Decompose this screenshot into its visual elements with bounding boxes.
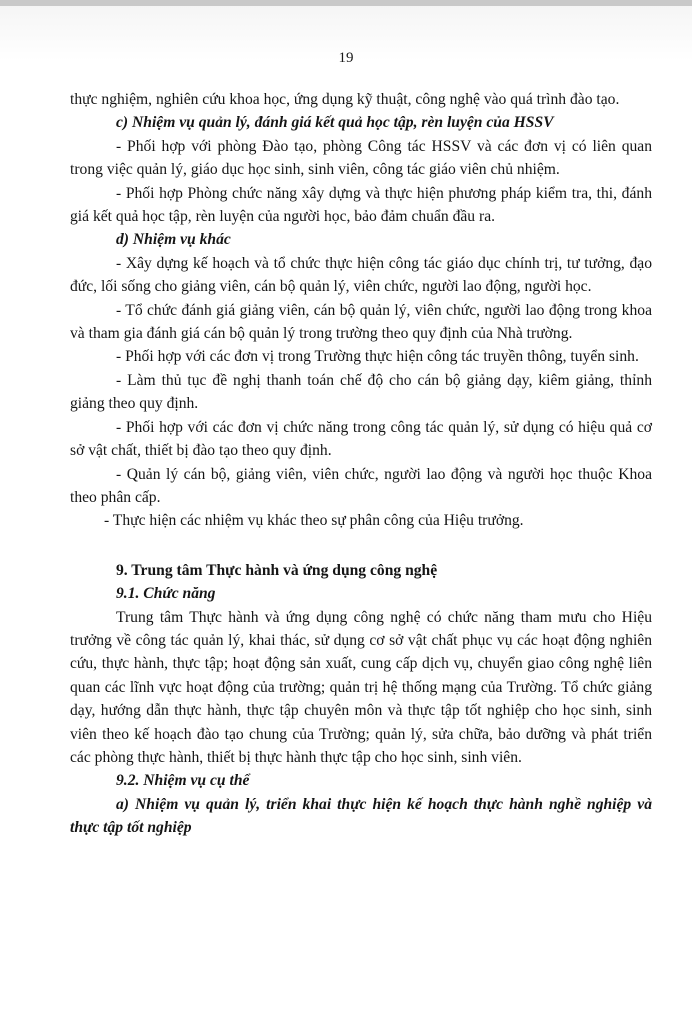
paragraph: - Tổ chức đánh giá giảng viên, cán bộ quản lý, viên chức, người lao động trong khoa và tham gia đánh giá cán bộ quản lý trong trường theo quy định của Nhà trường.: [70, 301, 652, 343]
section-heading: 9.1. Chức năng: [116, 585, 216, 603]
paragraph: - Quản lý cán bộ, giảng viên, viên chức, người lao động và người học thuộc Khoa theo phân cấp.: [70, 465, 652, 506]
chapter-heading: 9. Trung tâm Thực hành và ứng dụng công nghệ: [116, 561, 438, 579]
section-heading: c) Nhiệm vụ quản lý, đánh giá kết quả học tập, rèn luyện của HSSV: [116, 114, 554, 132]
section-heading: d) Nhiệm vụ khác: [116, 231, 231, 249]
paragraph: - Làm thủ tục đề nghị thanh toán chế độ cho cán bộ giảng dạy, kiêm giảng, thỉnh giảng theo quy định.: [70, 371, 652, 413]
paragraph: - Thực hiện các nhiệm vụ khác theo sự phân công của Hiệu trưởng.: [104, 512, 524, 530]
section-heading: a) Nhiệm vụ quản lý, triển khai thực hiện kế hoạch thực hành nghề nghiệp và thực tập tốt nghiệp: [70, 795, 652, 837]
paragraph: - Phối hợp Phòng chức năng xây dựng và thực hiện phương pháp kiểm tra, thi, đánh giá kết quả học tập, rèn luyện của người học, bảo đảm chuẩn đầu ra.: [70, 184, 652, 226]
paragraph: thực nghiệm, nghiên cứu khoa học, ứng dụng kỹ thuật, công nghệ vào quá trình đào tạo.: [70, 91, 620, 108]
paragraph: - Xây dựng kế hoạch và tổ chức thực hiện công tác giáo dục chính trị, tư tưởng, đạo đức, lối sống cho giảng viên, cán bộ quản lý, viên chức, người lao động, người học.: [70, 254, 652, 296]
top-edge: [0, 0, 692, 6]
document-body: [70, 88, 652, 840]
page-number: 19: [338, 50, 354, 66]
paragraph: - Phối hợp với phòng Đào tạo, phòng Công tác HSSV và các đơn vị có liên quan trong việc quản lý, giáo dục học sinh, sinh viên, công tác giáo viên chủ nhiệm.: [70, 137, 652, 179]
paragraph: - Phối hợp với các đơn vị trong Trường thực hiện công tác truyền thông, tuyển sinh.: [116, 348, 639, 366]
paragraph: - Phối hợp với các đơn vị chức năng trong công tác quản lý, sử dụng có hiệu quả cơ sở vật chất, thiết bị đào tạo theo quy định.: [70, 418, 652, 460]
paragraph: Trung tâm Thực hành và ứng dụng công nghệ có chức năng tham mưu cho Hiệu trưởng về công tác quản lý, khai thác, sử dụng cơ sở vật chất phục vụ các hoạt động nghiên cứu, thực hành, thực tập; hoạt động sản xuất, cung cấp dịch vụ, chuyển giao công nghệ liên quan các lĩnh vực hoạt động của trường; quản trị hệ thống mạng của Trường. Tổ chức giảng dạy, hướng dẫn thực hành, thực tập chuyên môn và thực tập tốt nghiệp cho học sinh, sinh viên theo kế hoạch đào tạo chung của Trường; quản lý, sửa chữa, bảo dưỡng và phát triển các phòng thực hành, thiết bị thực hành thực tập cho học sinh, sinh viên.: [70, 608, 652, 766]
section-heading: 9.2. Nhiệm vụ cụ thể: [116, 772, 250, 790]
